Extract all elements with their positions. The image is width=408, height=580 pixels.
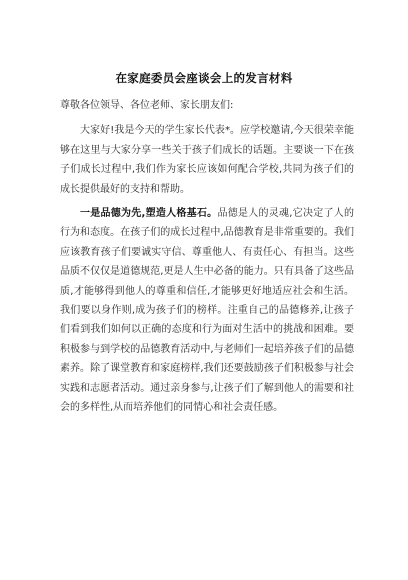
paragraph-moral-education [60,204,354,417]
paragraph-greeting-text: 大家好!我是今天的学生家长代表*。应学校邀请,今天很荣幸能够在这里与大家分享一些关于孩子们成长的话题。主要谈一下在孩子们成长过程中,我们作为家长应该如何配合学校,共同为孩子们的成长提供最好的支持和帮助。 [60,125,354,195]
salutation: 尊敬各位领导、各位老师、家长朋友们: [60,100,234,111]
paragraph-moral-education-lead: 一是品德为先,塑造人格基石。 [80,208,218,220]
document-body [60,96,354,423]
paragraph-greeting [60,121,354,199]
paragraph-moral-education-text: 品德是人的灵魂,它决定了人的行为和态度。在孩子们的成长过程中,品德教育是非常重要的。我们应该教育孩子们要诚实守信、尊重他人、有责任心、有担当。这些品质不仅仅是道德规范,更是人生中必备的能力。只有具备了这些品质,才能够得到他人的尊重和信任,才能够更好地适应社会和生活。我们要以身作则,成为孩子们的榜样。注重自己的品德修养,让孩子们看到我们如何以正确的态度和行为面对生活中的挑战和困难。要积极参与到学校的品德教育活动中,与老师们一起培养孩子们的品德素养。除了课堂教育和家庭榜样,我们还要鼓励孩子们积极参与社会实践和志愿者活动。通过亲身参与,让孩子们了解到他人的需要和社会的多样性,从而培养他们的同情心和社会责任感。 [60,208,354,414]
document-title: 在家庭委员会座谈会上的发言材料 [115,71,293,85]
